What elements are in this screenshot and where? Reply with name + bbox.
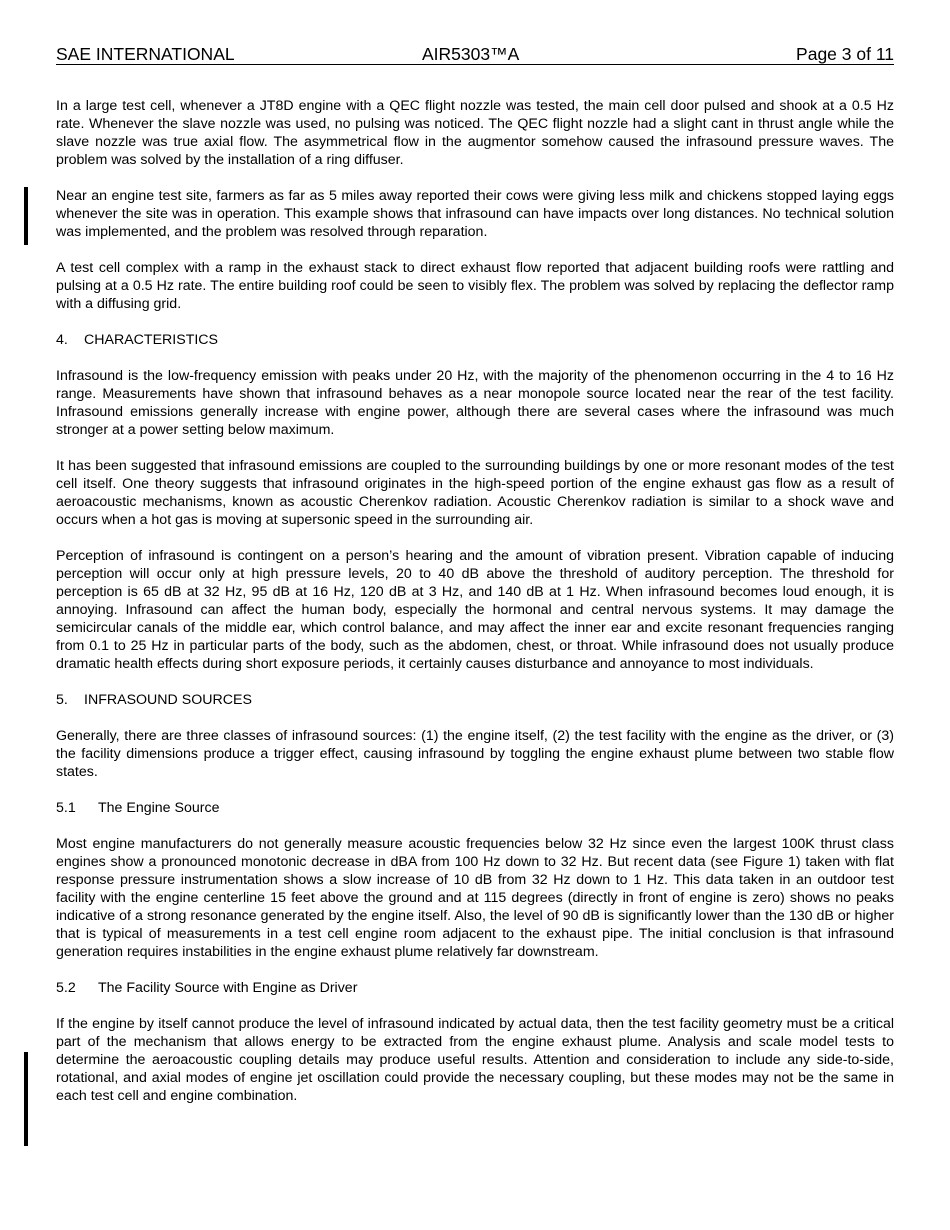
header-org: SAE INTERNATIONAL [56, 44, 235, 64]
section-heading [56, 691, 894, 709]
paragraph: A test cell complex with a ramp in the exhaust stack to direct exhaust flow reported that adjacent building roofs were rattling and pulsing at a 0.5 Hz rate. The entire building roof could be seen to visibly flex. The problem was solved by replacing the deflector ramp with a diffusing grid. [56, 260, 894, 312]
subsection-heading [56, 979, 894, 997]
subsection-title: The Facility Source with Engine as Driver [98, 980, 358, 996]
change-bar [24, 1052, 28, 1146]
paragraph: It has been suggested that infrasound emissions are coupled to the surrounding buildings by one or more resonant modes of the test cell itself. One theory suggests that infrasound originates in the high-speed portion of the engine exhaust gas flow as a result of aeroacoustic mechanisms, known as acoustic Cherenkov radiation. Acoustic Cherenkov radiation is similar to a shock wave and occurs when a hot gas is moving at supersonic speed in the surrounding air. [56, 458, 894, 528]
header-page-number: Page 3 of 11 [796, 44, 894, 64]
paragraph: Most engine manufacturers do not generally measure acoustic frequencies below 32 Hz since even the largest 100K thrust class engines show a pronounced monotonic decrease in dBA from 100 Hz down to 32 Hz. But recent data (see Figure 1) taken with flat response pressure instrumentation shows a slow increase of 10 dB from 32 Hz down to 1 Hz. This data taken in an outdoor test facility with the engine centerline 15 feet above the ground and at 115 degrees (directly in front of engine is zero) shows no peaks indicative of a strong resonance generated by the engine itself. Also, the level of 90 dB is significantly lower than the 130 dB or higher that is typical of measurements in a test cell engine room adjacent to the exhaust pipe. The initial conclusion is that infrasound generation requires instabilities in the engine exhaust plume relatively far downstream. [56, 836, 894, 960]
paragraph: Infrasound is the low-frequency emission with peaks under 20 Hz, with the majority of the phenomenon occurring in the 4 to 16 Hz range. Measurements have shown that infrasound behaves as a near monopole source located near the rear of the test facility. Infrasound emissions generally increase with engine power, although there are several cases where the infrasound was much stronger at a power setting below maximum. [56, 368, 894, 438]
subsection-title: The Engine Source [98, 800, 220, 816]
paragraph: In a large test cell, whenever a JT8D engine with a QEC flight nozzle was tested, the main cell door pulsed and shook at a 0.5 Hz rate. Whenever the slave nozzle was used, no pulsing was noticed. The QEC flight nozzle had a slight cant in thrust angle while the slave nozzle was true axial flow. The asymmetrical flow in the augmentor somehow caused the infrasound pressure waves. The problem was solved by the installation of a ring diffuser. [56, 98, 894, 168]
section-number: 5. [56, 692, 68, 708]
paragraph: If the engine by itself cannot produce the level of infrasound indicated by actual data, then the test facility geometry must be a critical part of the mechanism that allows energy to be extracted from the engine exhaust plume. Analysis and scale model tests to determine the aeroacoustic coupling details may produce useful results. Attention and consideration to include any side-to-side, rotational, and axial modes of engine jet oscillation could provide the necessary coupling, but these modes may not be the same in each test cell and engine combination. [56, 1016, 894, 1104]
section-number: 4. [56, 332, 68, 348]
subsection-number: 5.2 [56, 980, 76, 996]
paragraph: Generally, there are three classes of infrasound sources: (1) the engine itself, (2) the test facility with the engine as the driver, or (3) the facility dimensions produce a trigger effect, causing infrasound by toggling the engine exhaust plume between two stable flow states. [56, 728, 894, 780]
paragraph: Near an engine test site, farmers as far as 5 miles away reported their cows were giving less milk and chickens stopped laying eggs whenever the site was in operation. This example shows that infrasound can have impacts over long distances. No technical solution was implemented, and the problem was resolved through reparation. [56, 188, 894, 240]
document-body [56, 97, 894, 1105]
section-title: INFRASOUND SOURCES [84, 692, 252, 708]
subsection-number: 5.1 [56, 800, 76, 816]
section-title: CHARACTERISTICS [84, 332, 219, 348]
section-heading [56, 331, 894, 349]
change-bar [24, 187, 28, 245]
paragraph: Perception of infrasound is contingent on a person’s hearing and the amount of vibration present. Vibration capable of inducing perception will occur only at high pressure levels, 20 to 40 dB above the threshold of auditory perception. The threshold for perception is 65 dB at 32 Hz, 95 dB at 16 Hz, 120 dB at 3 Hz, and 140 dB at 1 Hz. When infrasound becomes loud enough, it is annoying. Infrasound can affect the human body, especially the hormonal and central nervous systems. It may damage the semicircular canals of the middle ear, which control balance, and may affect the inner ear and excite resonant frequencies ranging from 0.1 to 25 Hz in particular parts of the body, such as the abdomen, chest, or throat. While infrasound does not usually produce dramatic health effects during short exposure periods, it certainly causes disturbance and annoyance to most individuals. [56, 548, 894, 672]
subsection-heading [56, 799, 894, 817]
header-doc-id: AIR5303™A [422, 44, 520, 64]
page-header [56, 44, 894, 65]
